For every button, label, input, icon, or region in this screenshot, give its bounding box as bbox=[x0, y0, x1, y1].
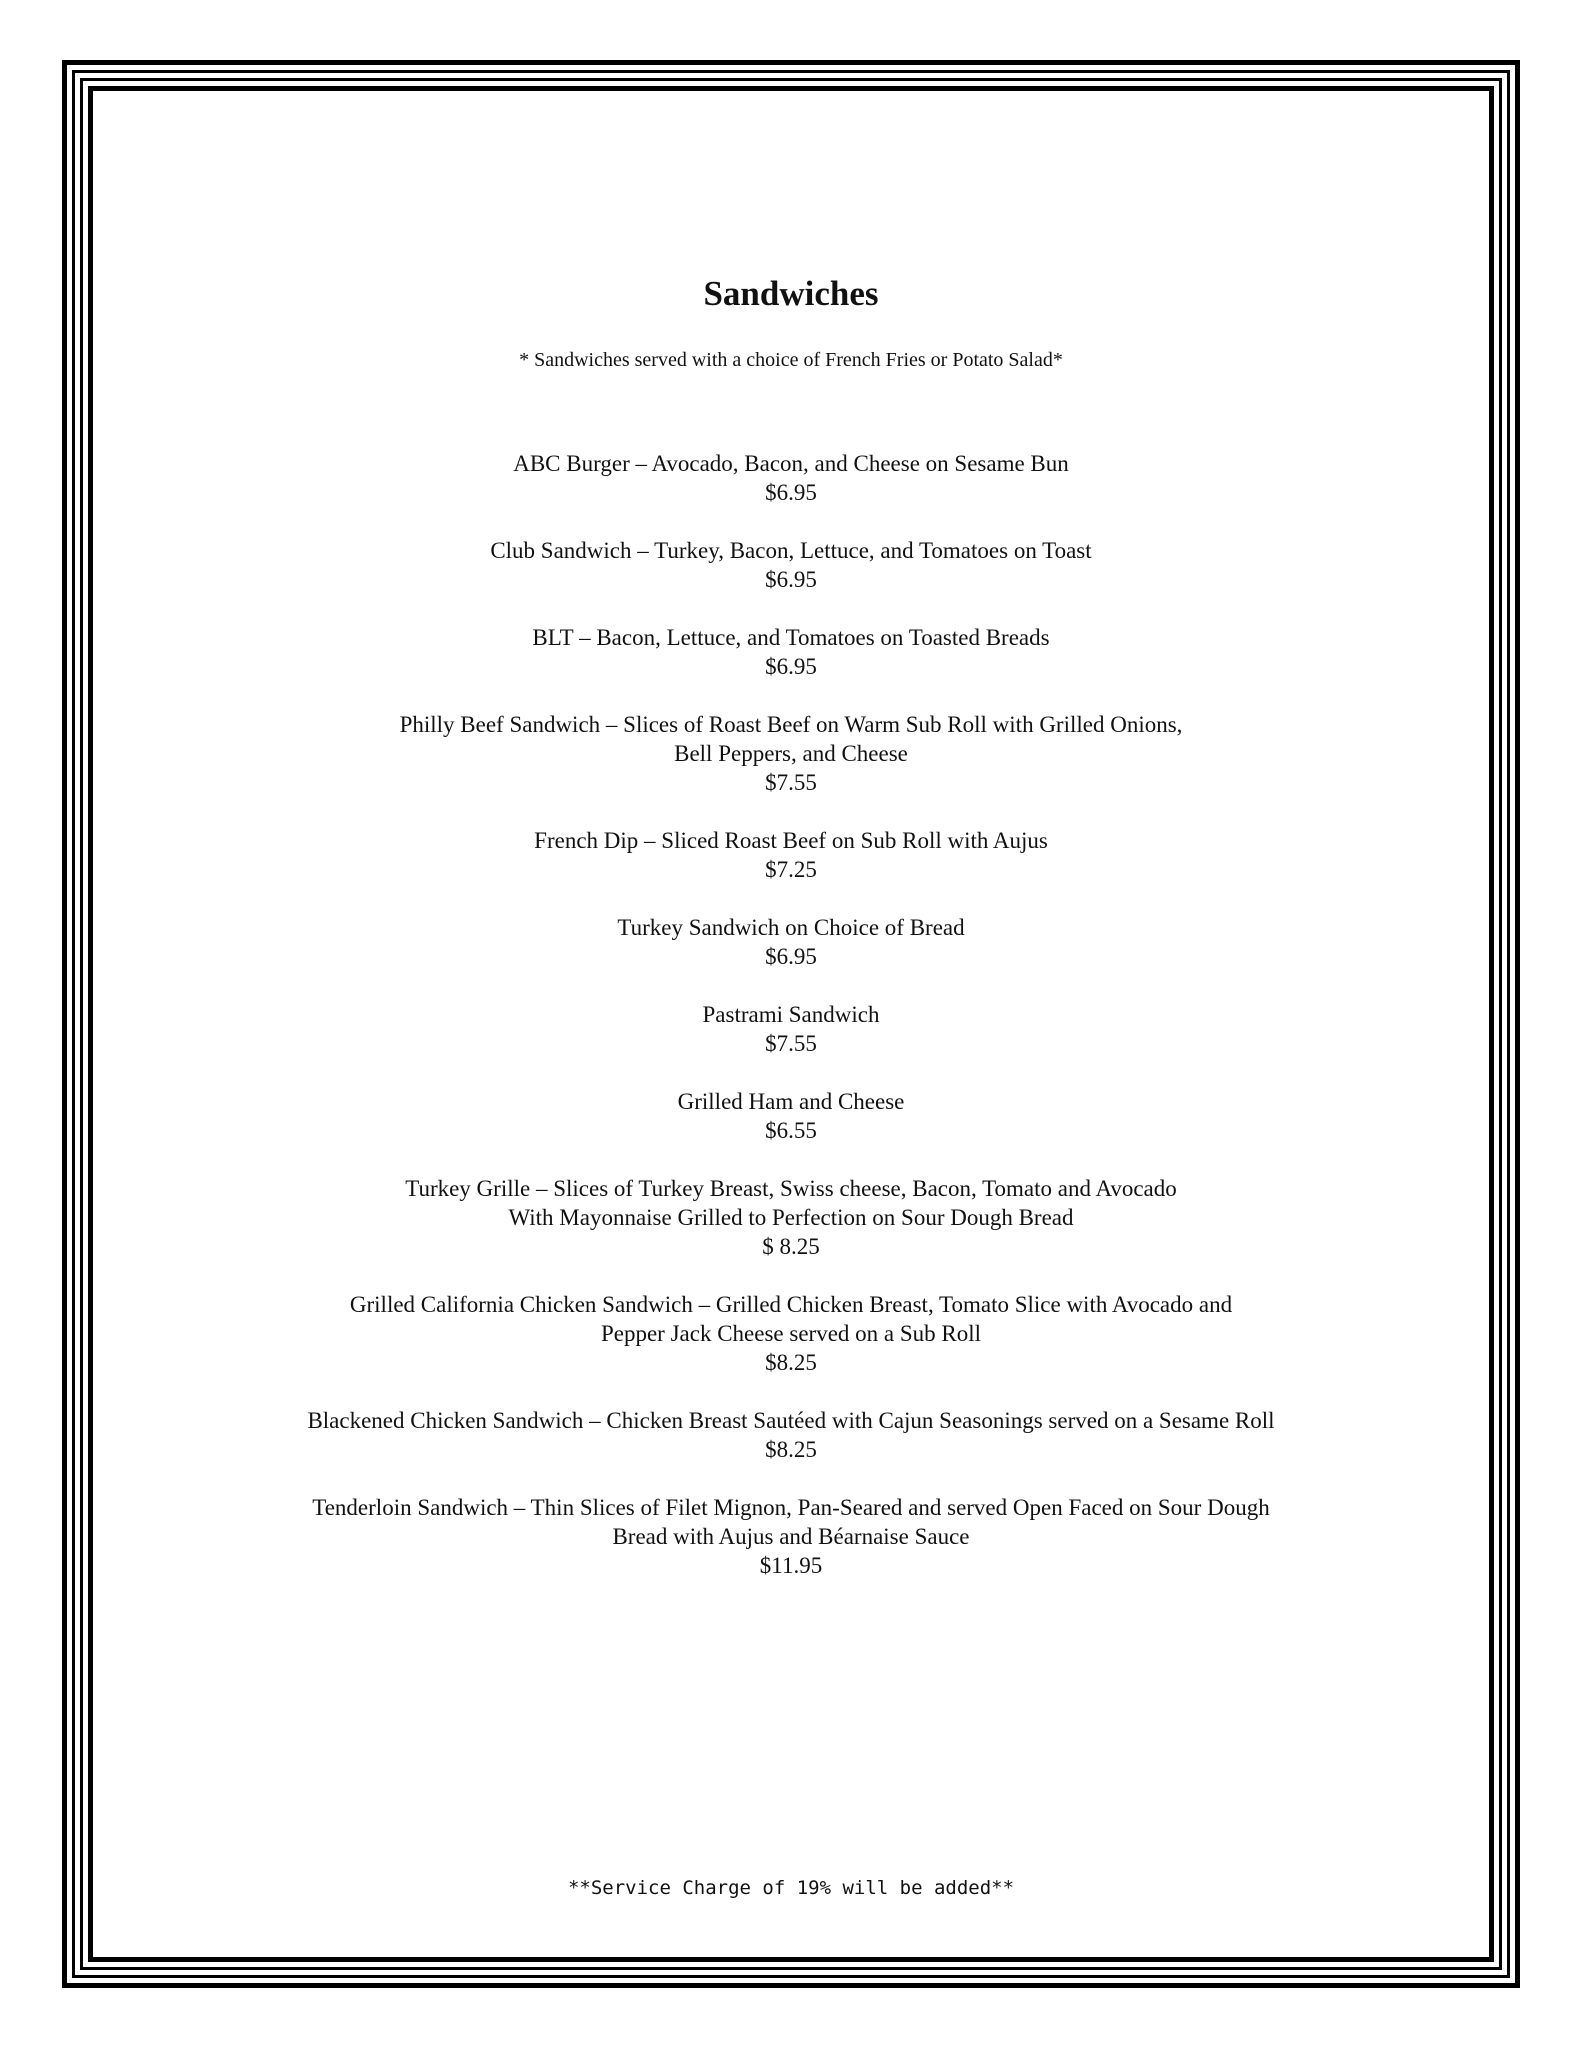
menu-subtitle: * Sandwiches served with a choice of French Fries or Potato Salad* bbox=[519, 349, 1063, 371]
menu-item-price: $7.55 bbox=[765, 770, 817, 795]
menu-item bbox=[160, 826, 1422, 884]
menu-item-description: ABC Burger – Avocado, Bacon, and Cheese on Sesame Bun bbox=[513, 451, 1069, 476]
menu-item-price: $8.25 bbox=[765, 1350, 817, 1375]
service-charge-note: **Service Charge of 19% will be added** bbox=[567, 1877, 1015, 1899]
page-title: Sandwiches bbox=[703, 274, 879, 313]
menu-item bbox=[160, 623, 1422, 681]
menu-item bbox=[160, 913, 1422, 971]
menu-item bbox=[160, 536, 1422, 594]
menu-item-description: Philly Beef Sandwich – Slices of Roast Beef on Warm Sub Roll with Grilled Onions, bbox=[399, 712, 1183, 737]
menu-item-description: Bread with Aujus and Béarnaise Sauce bbox=[612, 1524, 970, 1549]
menu-list bbox=[160, 449, 1422, 1609]
menu-item bbox=[160, 1493, 1422, 1580]
menu-item bbox=[160, 1174, 1422, 1261]
menu-item-description: Grilled Ham and Cheese bbox=[677, 1089, 905, 1114]
menu-item bbox=[160, 449, 1422, 507]
menu-item-description: BLT – Bacon, Lettuce, and Tomatoes on Toasted Breads bbox=[532, 625, 1050, 650]
menu-item-description: Grilled California Chicken Sandwich – Grilled Chicken Breast, Tomato Slice with Avocado and bbox=[349, 1292, 1233, 1317]
menu-item bbox=[160, 1087, 1422, 1145]
menu-item bbox=[160, 1290, 1422, 1377]
menu-item-price: $6.95 bbox=[765, 944, 817, 969]
menu-item-price: $ 8.25 bbox=[762, 1234, 820, 1259]
menu-item-price: $6.95 bbox=[765, 480, 817, 505]
menu-item-price: $6.95 bbox=[765, 654, 817, 679]
menu-item bbox=[160, 1000, 1422, 1058]
menu-item-description: Pastrami Sandwich bbox=[702, 1002, 880, 1027]
menu-item-description: Turkey Sandwich on Choice of Bread bbox=[617, 915, 965, 940]
menu-item-price: $7.25 bbox=[765, 857, 817, 882]
menu-item-price: $6.95 bbox=[765, 567, 817, 592]
menu-item-price: $8.25 bbox=[765, 1437, 817, 1462]
menu-item-description: With Mayonnaise Grilled to Perfection on Sour Dough Bread bbox=[508, 1205, 1074, 1230]
menu-item-description: Tenderloin Sandwich – Thin Slices of Filet Mignon, Pan-Seared and served Open Faced on Sour Dough bbox=[312, 1495, 1270, 1520]
menu-item-description: Bell Peppers, and Cheese bbox=[674, 741, 908, 766]
menu-item-description: Blackened Chicken Sandwich – Chicken Breast Sautéed with Cajun Seasonings served on a Sesame Roll bbox=[307, 1408, 1275, 1433]
menu-item-price: $6.55 bbox=[765, 1118, 817, 1143]
menu-item-description: Pepper Jack Cheese served on a Sub Roll bbox=[600, 1321, 982, 1346]
menu-item-description: French Dip – Sliced Roast Beef on Sub Roll with Aujus bbox=[534, 828, 1048, 853]
menu-item-description: Turkey Grille – Slices of Turkey Breast, Swiss cheese, Bacon, Tomato and Avocado bbox=[405, 1176, 1177, 1201]
menu-item-price: $7.55 bbox=[765, 1031, 817, 1056]
menu-item-price: $11.95 bbox=[759, 1553, 823, 1578]
menu-item bbox=[160, 1406, 1422, 1464]
menu-item bbox=[160, 710, 1422, 797]
menu-item-description: Club Sandwich – Turkey, Bacon, Lettuce, and Tomatoes on Toast bbox=[490, 538, 1092, 563]
